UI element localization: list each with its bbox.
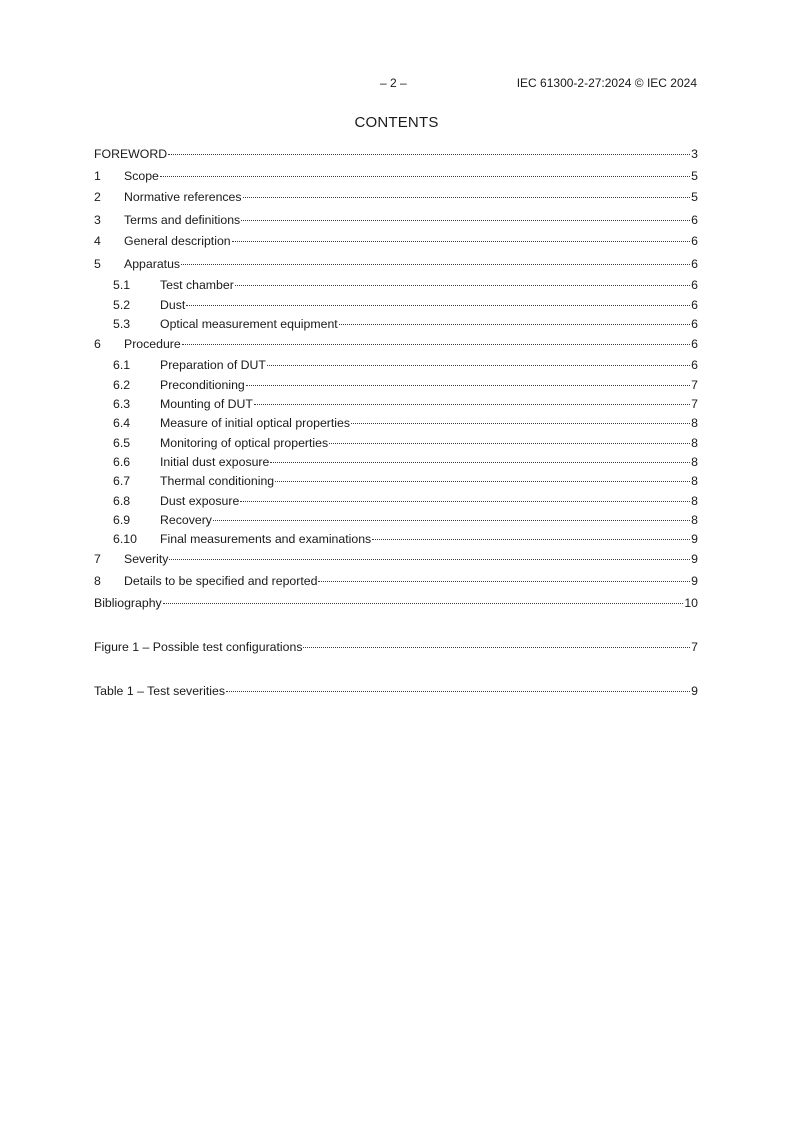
toc-dot-leader: [160, 175, 690, 177]
toc-entry-number: 6.9: [113, 513, 131, 527]
toc-entry[interactable]: [94, 336, 698, 352]
toc-entry-title: Scope: [124, 169, 159, 183]
toc-entry-page: 7: [691, 397, 698, 411]
toc-entry[interactable]: [94, 189, 698, 205]
toc-entry-page: 7: [691, 640, 698, 654]
toc-entry-title: Terms and definitions: [124, 213, 241, 227]
toc-entry-page: 8: [691, 436, 698, 450]
page-number: – 2 –: [380, 76, 407, 90]
toc-dot-leader: [303, 646, 690, 648]
toc-dot-leader: [213, 519, 690, 521]
toc-entry-number: 5: [94, 257, 101, 271]
toc-dot-leader: [372, 538, 690, 540]
toc-entry[interactable]: [94, 277, 698, 293]
toc-entry-page: 9: [691, 684, 698, 698]
toc-entry[interactable]: [94, 256, 698, 272]
toc-entry[interactable]: [94, 212, 698, 228]
toc-entry-page: 8: [691, 416, 698, 430]
toc-entry[interactable]: [94, 639, 698, 655]
toc-entry-page: 8: [691, 455, 698, 469]
toc-entry-title: Preconditioning: [160, 378, 245, 392]
toc-entry-number: 6.4: [113, 416, 131, 430]
toc-entry-title: Apparatus: [124, 257, 181, 271]
toc-entry-title: Measure of initial optical properties: [160, 416, 351, 430]
toc-entry-page: 10: [684, 596, 698, 610]
toc-entry-number: 8: [94, 574, 101, 588]
toc-entry-number: 4: [94, 234, 101, 248]
toc-entry-title: Thermal conditioning: [160, 474, 275, 488]
toc-dot-leader: [318, 580, 690, 582]
toc-entry[interactable]: [94, 573, 698, 589]
toc-entry-page: 6: [691, 298, 698, 312]
toc-entry-page: 8: [691, 513, 698, 527]
toc-entry-page: 9: [691, 574, 698, 588]
toc-dot-leader: [270, 461, 690, 463]
toc-entry-page: 6: [691, 234, 698, 248]
toc-entry-title: Procedure: [124, 337, 181, 351]
toc-dot-leader: [186, 304, 690, 306]
toc-entry[interactable]: [94, 146, 698, 162]
toc-entry-page: 5: [691, 190, 698, 204]
toc-entry-number: 6.5: [113, 436, 131, 450]
toc-entry[interactable]: [94, 415, 698, 431]
toc-entry[interactable]: [94, 316, 698, 332]
page-title: CONTENTS: [354, 114, 439, 131]
toc-entry-number: 6: [94, 337, 101, 351]
toc-dot-leader: [339, 323, 690, 325]
toc-dot-leader: [246, 384, 690, 386]
toc-entry-number: 5.3: [113, 317, 131, 331]
toc-entry-title: Monitoring of optical properties: [160, 436, 329, 450]
toc-entry-page: 3: [691, 147, 698, 161]
toc-entry[interactable]: [94, 297, 698, 313]
toc-entry-page: 6: [691, 337, 698, 351]
toc-entry-title: Severity: [124, 552, 169, 566]
toc-dot-leader: [243, 196, 691, 198]
toc-entry-number: 6.3: [113, 397, 131, 411]
toc-entry-number: 2: [94, 190, 101, 204]
toc-entry-title: Details to be specified and reported: [124, 574, 318, 588]
toc-dot-leader: [181, 263, 690, 265]
toc-entry-title: Normative references: [124, 190, 242, 204]
toc-dot-leader: [275, 480, 690, 482]
toc-entry-title: Mounting of DUT: [160, 397, 253, 411]
toc-entry[interactable]: [94, 168, 698, 184]
toc-entry[interactable]: [94, 683, 698, 699]
toc-entry-number: 5.2: [113, 298, 131, 312]
toc-entry-title: Optical measurement equipment: [160, 317, 338, 331]
toc-dot-leader: [254, 403, 690, 405]
toc-entry[interactable]: [94, 531, 698, 547]
toc-dot-leader: [169, 558, 690, 560]
toc-entry[interactable]: [94, 377, 698, 393]
toc-entry-title: Table 1 – Test severities: [94, 684, 226, 698]
toc-entry-title: Dust exposure: [160, 494, 240, 508]
toc-entry-number: 6.10: [113, 532, 137, 546]
toc-entry-title: Preparation of DUT: [160, 358, 266, 372]
toc-entry[interactable]: [94, 454, 698, 470]
toc-entry-page: 8: [691, 494, 698, 508]
toc-entry-title: General description: [124, 234, 231, 248]
toc-entry-number: 5.1: [113, 278, 131, 292]
toc-entry-page: 6: [691, 213, 698, 227]
toc-entry[interactable]: [94, 551, 698, 567]
toc-entry[interactable]: [94, 473, 698, 489]
toc-entry[interactable]: [94, 595, 698, 611]
toc-entry-number: 1: [94, 169, 101, 183]
toc-entry-number: 6.6: [113, 455, 131, 469]
toc-entry-title: Figure 1 – Possible test configurations: [94, 640, 303, 654]
toc-entry-page: 5: [691, 169, 698, 183]
toc-entry-page: 9: [691, 532, 698, 546]
toc-entry-number: 6.8: [113, 494, 131, 508]
toc-entry-number: 3: [94, 213, 101, 227]
toc-entry[interactable]: [94, 233, 698, 249]
toc-dot-leader: [241, 219, 690, 221]
toc-entry-title: Recovery: [160, 513, 212, 527]
toc-entry-title: FOREWORD: [94, 147, 168, 161]
toc-entry[interactable]: [94, 493, 698, 509]
document-id: IEC 61300-2-27:2024 © IEC 2024: [516, 76, 697, 90]
toc-entry-page: 8: [691, 474, 698, 488]
toc-entry[interactable]: [94, 512, 698, 528]
toc-entry[interactable]: [94, 357, 698, 373]
toc-entry[interactable]: [94, 396, 698, 412]
toc-dot-leader: [267, 364, 690, 366]
toc-entry-number: 7: [94, 552, 101, 566]
toc-entry-title: Bibliography: [94, 596, 162, 610]
toc-dot-leader: [226, 690, 690, 692]
toc-entry-page: 9: [691, 552, 698, 566]
toc-dot-leader: [329, 442, 690, 444]
toc-entry-page: 6: [691, 257, 698, 271]
toc-entry-number: 6.7: [113, 474, 131, 488]
toc-entry-title: Final measurements and examinations: [160, 532, 372, 546]
page-header: [0, 76, 793, 92]
toc-dot-leader: [163, 602, 684, 604]
toc-entry-page: 6: [691, 317, 698, 331]
toc-entry-page: 6: [691, 358, 698, 372]
toc-dot-leader: [351, 422, 690, 424]
toc-dot-leader: [168, 153, 690, 155]
toc-dot-leader: [182, 343, 690, 345]
toc-entry[interactable]: [94, 435, 698, 451]
toc-entry-page: 6: [691, 278, 698, 292]
toc-dot-leader: [240, 500, 690, 502]
toc-dot-leader: [235, 284, 690, 286]
toc-entry-page: 7: [691, 378, 698, 392]
toc-entry-title: Initial dust exposure: [160, 455, 270, 469]
toc-entry-title: Dust: [160, 298, 186, 312]
toc-entry-title: Test chamber: [160, 278, 234, 292]
toc-entry-number: 6.1: [113, 358, 131, 372]
toc-dot-leader: [232, 240, 691, 242]
toc-entry-number: 6.2: [113, 378, 131, 392]
